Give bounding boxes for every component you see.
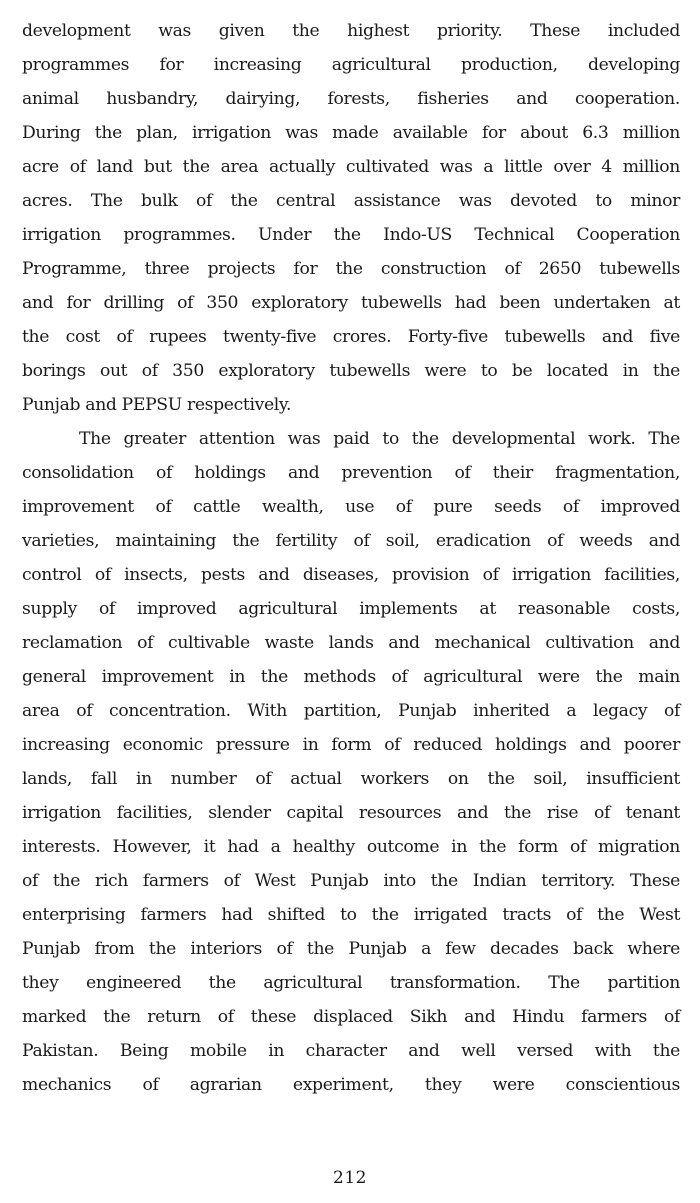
text-line-paragraph-end: Punjab and PEPSU respectively. <box>22 395 292 415</box>
text-line: borings out of 350 exploratory tubewells were to be located in the <box>22 361 680 381</box>
text-line: acre of land but the area actually cultivated was a little over 4 million <box>22 157 680 177</box>
page-number: 212 <box>333 1168 367 1188</box>
text-line: marked the return of these displaced Sikh and Hindu farmers of <box>22 1007 680 1027</box>
text-line: programmes for increasing agricultural production, developing <box>22 55 680 75</box>
text-line: the cost of rupees twenty-five crores. Forty-five tubewells and five <box>22 327 680 347</box>
text-line: they engineered the agricultural transformation. The partition <box>22 973 680 993</box>
text-line: general improvement in the methods of agricultural were the main <box>22 667 680 687</box>
page-body <box>22 14 680 1102</box>
text-line: interests. However, it had a healthy outcome in the form of migration <box>22 837 680 857</box>
text-line: acres. The bulk of the central assistance was devoted to minor <box>22 191 680 211</box>
text-line: mechanics of agrarian experiment, they were conscientious <box>22 1075 680 1095</box>
text-line: control of insects, pests and diseases, provision of irrigation facilities, <box>22 565 680 585</box>
text-line: consolidation of holdings and prevention of their fragmentation, <box>22 463 680 483</box>
text-line: varieties, maintaining the fertility of soil, eradication of weeds and <box>22 531 680 551</box>
paragraph-2 <box>22 422 680 1102</box>
text-line: During the plan, irrigation was made available for about 6.3 million <box>22 123 680 143</box>
text-line: lands, fall in number of actual workers on the soil, insufficient <box>22 769 680 789</box>
text-line: supply of improved agricultural implements at reasonable costs, <box>22 599 680 619</box>
text-line: Pakistan. Being mobile in character and well versed with the <box>22 1041 680 1061</box>
text-line: enterprising farmers had shifted to the irrigated tracts of the West <box>22 905 680 925</box>
text-line: increasing economic pressure in form of reduced holdings and poorer <box>22 735 680 755</box>
text-line: development was given the highest priority. These included <box>22 21 680 41</box>
text-line: animal husbandry, dairying, forests, fisheries and cooperation. <box>22 89 680 109</box>
text-line: of the rich farmers of West Punjab into the Indian territory. These <box>22 871 680 891</box>
text-line: improvement of cattle wealth, use of pure seeds of improved <box>22 497 680 517</box>
text-line: Punjab from the interiors of the Punjab a few decades back where <box>22 939 680 959</box>
text-line: and for drilling of 350 exploratory tubewells had been undertaken at <box>22 293 680 313</box>
text-line-indented: The greater attention was paid to the developmental work. The <box>79 429 680 449</box>
text-line: Programme, three projects for the construction of 2650 tubewells <box>22 259 680 279</box>
text-line: irrigation programmes. Under the Indo-US Technical Cooperation <box>22 225 680 245</box>
text-line: reclamation of cultivable waste lands and mechanical cultivation and <box>22 633 680 653</box>
text-line: area of concentration. With partition, Punjab inherited a legacy of <box>22 701 680 721</box>
paragraph-1 <box>22 14 680 422</box>
text-line: irrigation facilities, slender capital resources and the rise of tenant <box>22 803 680 823</box>
